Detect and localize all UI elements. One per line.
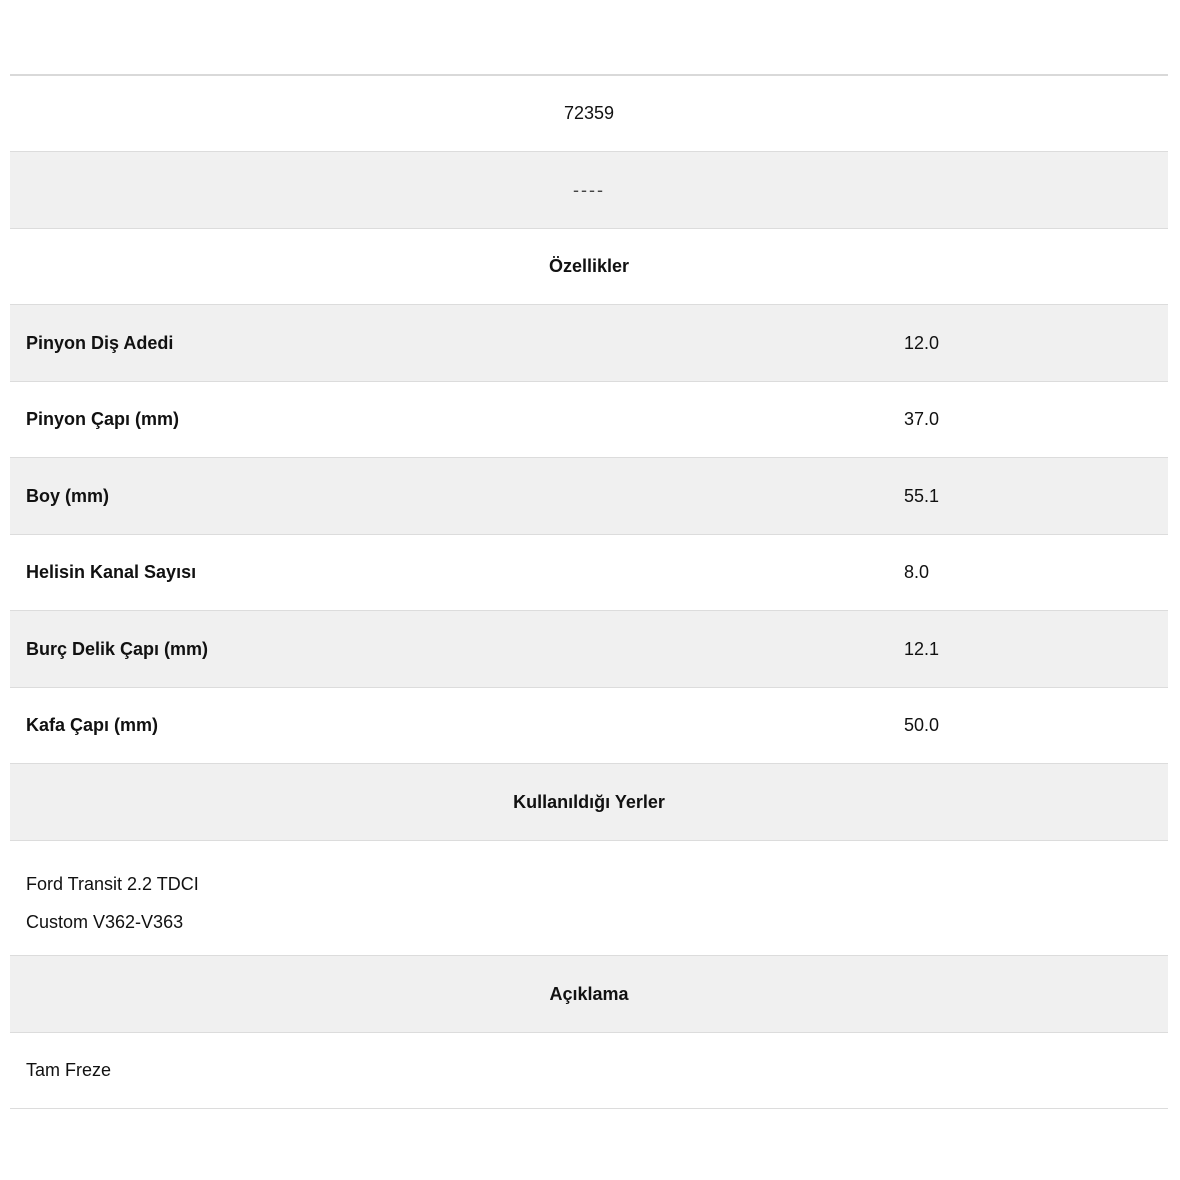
spec-value: 8.0 [904, 562, 930, 582]
spec-label: Helisin Kanal Sayısı [26, 562, 197, 582]
spec-row [10, 382, 1168, 458]
usage-line: Ford Transit 2.2 TDCI [26, 874, 199, 894]
spec-value: 50.0 [904, 715, 940, 735]
spec-value: 55.1 [904, 485, 940, 506]
features-heading: Özellikler [548, 256, 630, 276]
features-heading-row [10, 229, 1168, 305]
usage-line: Custom V362-V363 [26, 912, 184, 932]
spec-row [10, 458, 1168, 535]
spec-label: Kafa Çapı (mm) [26, 715, 159, 735]
description-row [10, 1033, 1168, 1109]
spec-label: Boy (mm) [26, 485, 110, 506]
spec-row [10, 305, 1168, 382]
spec-row [10, 688, 1168, 764]
description-heading: Açıklama [549, 983, 629, 1004]
product-code: 72359 [563, 103, 615, 123]
product-code-row [10, 76, 1168, 152]
usage-row [10, 841, 1168, 956]
spec-value: 37.0 [904, 409, 940, 429]
spec-row [10, 611, 1168, 688]
spec-label: Pinyon Diş Adedi [26, 332, 174, 353]
spec-value: 12.0 [904, 332, 940, 353]
spec-value: 12.1 [904, 638, 940, 659]
product-subtitle: ---- [573, 179, 605, 200]
spec-label: Pinyon Çapı (mm) [26, 409, 180, 429]
spec-label: Burç Delik Çapı (mm) [26, 638, 209, 659]
product-spec-table [10, 74, 1168, 1109]
spec-row [10, 535, 1168, 611]
description-text: Tam Freze [26, 1060, 112, 1080]
description-heading-row [10, 956, 1168, 1033]
usage-heading-row [10, 764, 1168, 841]
usage-heading: Kullanıldığı Yerler [513, 791, 665, 812]
product-subtitle-row [10, 152, 1168, 229]
